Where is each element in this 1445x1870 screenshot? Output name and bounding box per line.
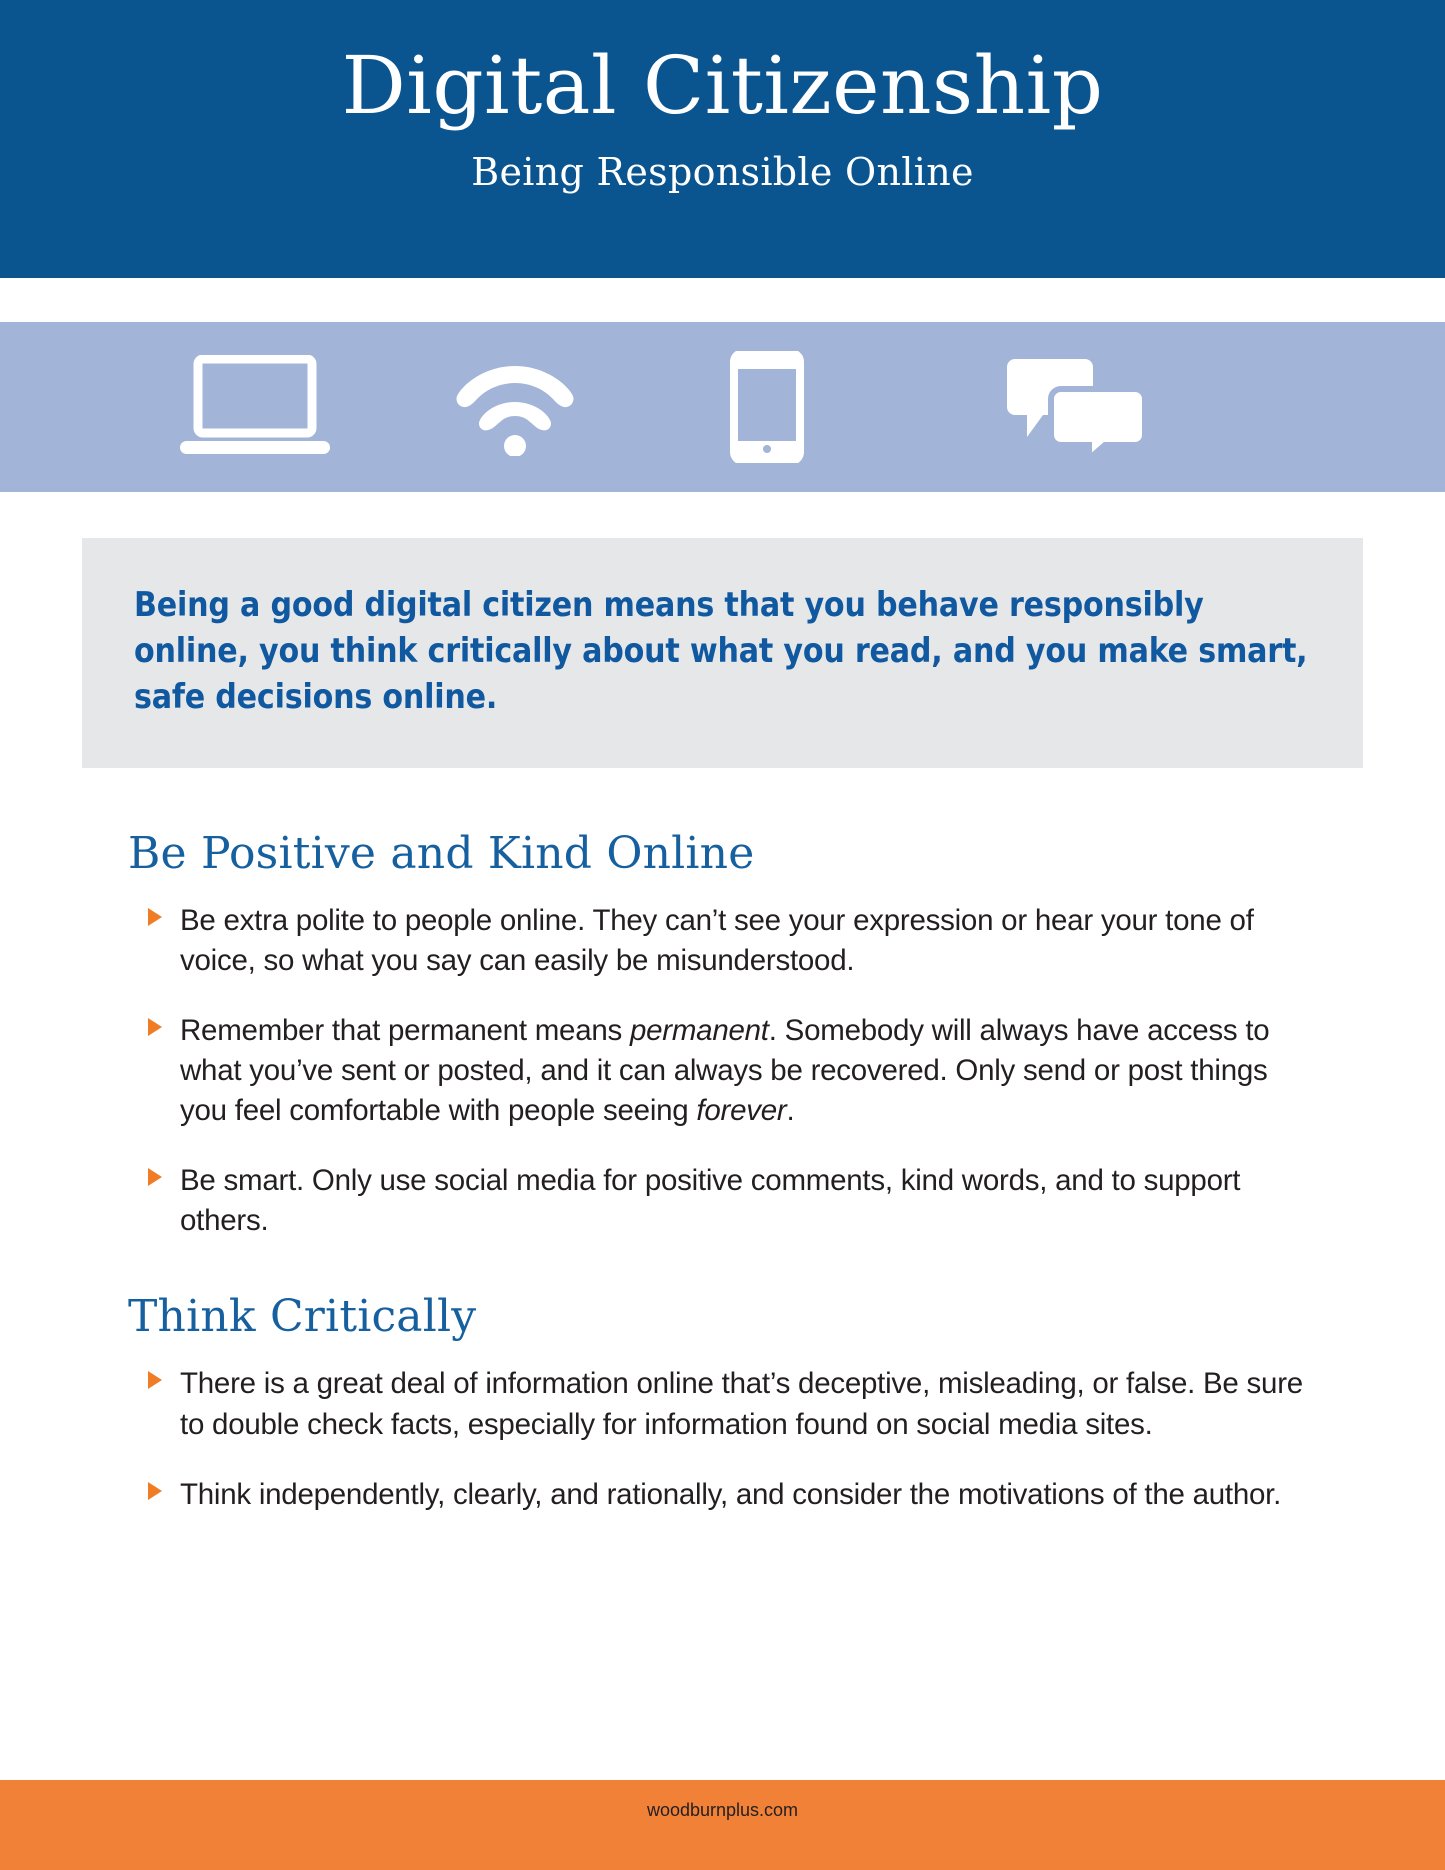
triangle-bullet-icon (148, 908, 162, 926)
list-item-text: Think independently, clearly, and rationally, and consider the motivations of the author. (180, 1477, 1282, 1511)
list-item (180, 1364, 1305, 1444)
page-subtitle: Being Responsible Online (471, 150, 974, 194)
bullet-list (0, 1364, 1445, 1514)
page-header (0, 0, 1445, 278)
icon-slot-chat (1005, 355, 1280, 459)
content-sections (0, 768, 1445, 1515)
intro-text: Being a good digital citizen means that you behave responsibly online, you think critically about what you read, and you make smart, safe decisions online. (134, 585, 1308, 716)
icon-slot-wifi (455, 358, 730, 456)
list-item-text: There is a great deal of information online that’s deceptive, misleading, or false. Be sure to double check facts, especially for information found on social media sites. (180, 1367, 1303, 1441)
section-be-positive-and-kind-online (0, 828, 1445, 1242)
header-band-separator (0, 278, 1445, 322)
list-item (180, 901, 1305, 981)
list-item (180, 1161, 1305, 1241)
triangle-bullet-icon (148, 1371, 162, 1389)
icon-slot-laptop (180, 355, 455, 459)
icon-slot-smartphone (730, 351, 1005, 463)
section-title: Be Positive and Kind Online (128, 827, 755, 879)
bullet-list (0, 901, 1445, 1242)
list-item-text: Be extra polite to people online. They can’t see your expression or hear your tone of voice, so what you say can easily be misunderstood. (180, 903, 1254, 977)
page-footer (0, 1780, 1445, 1870)
chat-bubbles-icon (1005, 355, 1145, 459)
smartphone-icon (730, 351, 804, 463)
footer-website-label: woodburnplus.com (646, 1800, 799, 1820)
page-title: Digital Citizenship (341, 39, 1104, 132)
section-think-critically (0, 1291, 1445, 1514)
list-item-text: Remember that permanent means permanent. Somebody will always have access to what you’ve sent or posted, and it can always be recovered. Only send or post things you feel comfortable with people seeing forever. (180, 1013, 1270, 1128)
list-item (180, 1011, 1305, 1131)
list-item (180, 1475, 1305, 1515)
triangle-bullet-icon (148, 1168, 162, 1186)
laptop-icon (180, 355, 330, 459)
section-title: Think Critically (128, 1291, 477, 1343)
icon-band (0, 322, 1445, 492)
intro-callout (82, 538, 1363, 768)
wifi-icon (455, 358, 575, 456)
list-item-text: Be smart. Only use social media for positive comments, kind words, and to support others. (180, 1164, 1241, 1238)
intro-wrapper (0, 492, 1445, 768)
triangle-bullet-icon (148, 1018, 162, 1036)
triangle-bullet-icon (148, 1482, 162, 1500)
